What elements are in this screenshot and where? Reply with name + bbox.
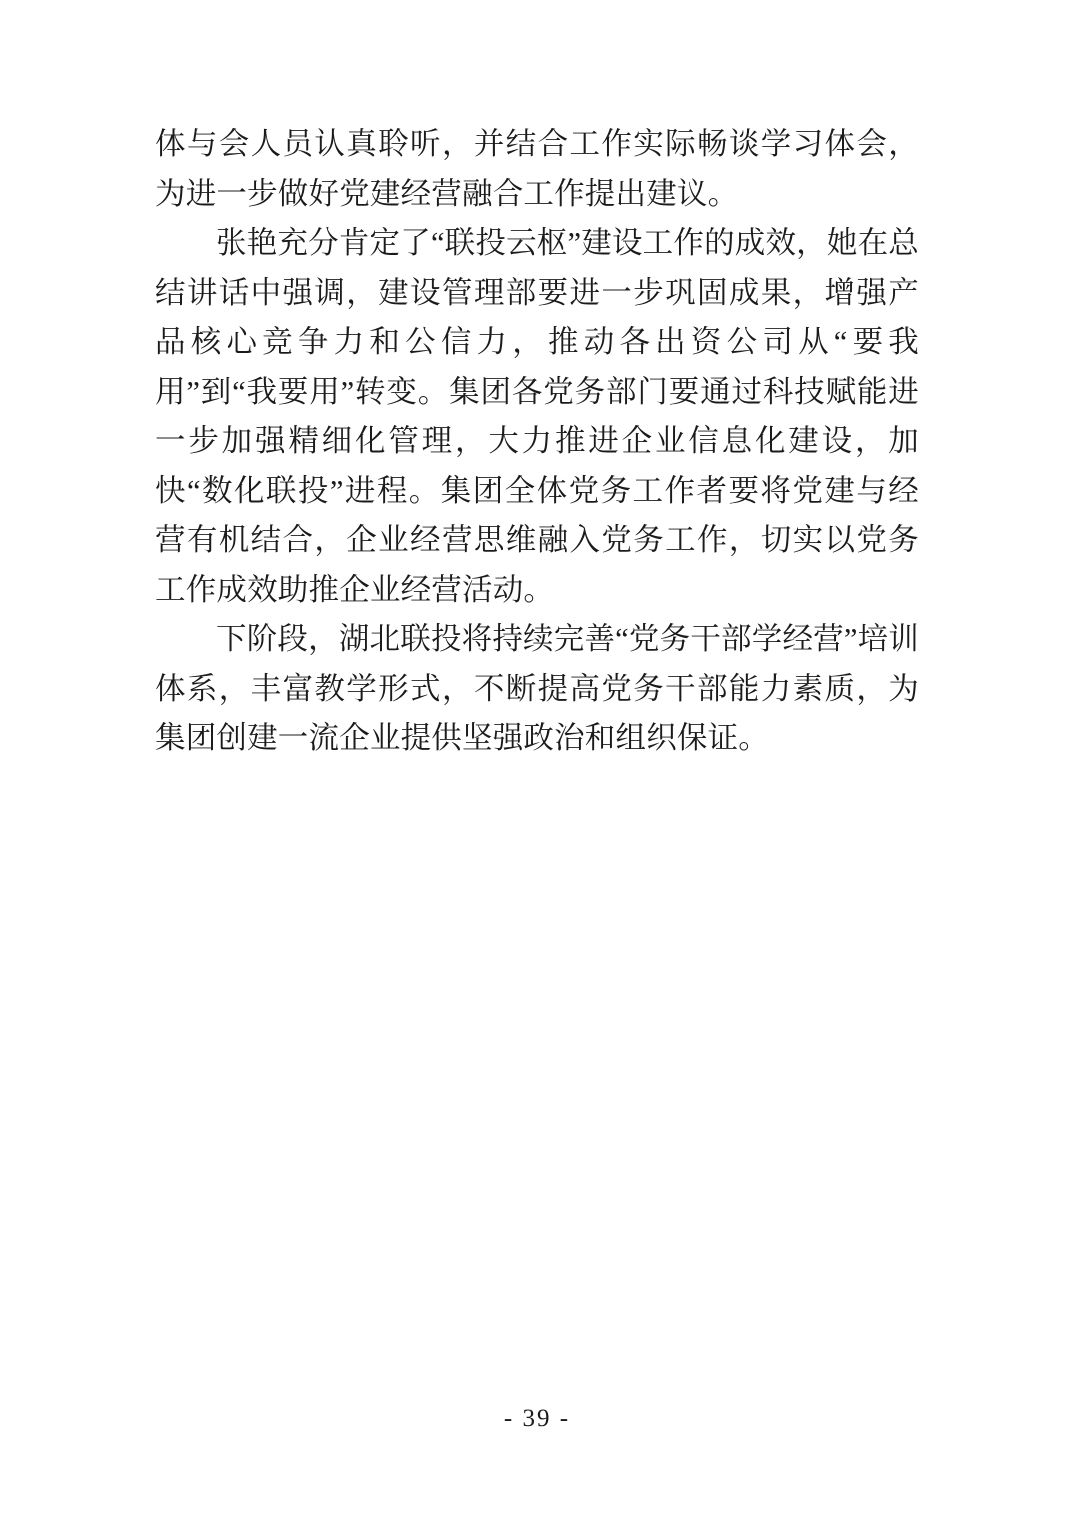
paragraph-1: 体与会人员认真聆听，并结合工作实际畅谈学习体会，为进一步做好党建经营融合工作提出建议。: [155, 127, 919, 211]
paragraph-3: 下阶段，湖北联投将持续完善“党务干部学经营”培训体系，丰富教学形式，不断提高党务干部能力素质，为集团创建一流企业提供坚强政治和组织保证。: [155, 622, 919, 755]
paragraph-2: 张艳充分肯定了“联投云枢”建设工作的成效，她在总结讲话中强调，建设管理部要进一步巩固成果，增强产品核心竞争力和公信力，推动各出资公司从“要我用”到“我要用”转变。集团各党务部门要通过科技赋能进一步加强精细化管理，大力推进企业信息化建设，加快“数化联投”进程。集团全体党务工作者要将党建与经营有机结合，企业经营思维融入党务工作，切实以党务工作成效助推企业经营活动。: [155, 226, 919, 607]
page-body: [155, 120, 919, 764]
page-number: - 39 -: [503, 1405, 571, 1432]
